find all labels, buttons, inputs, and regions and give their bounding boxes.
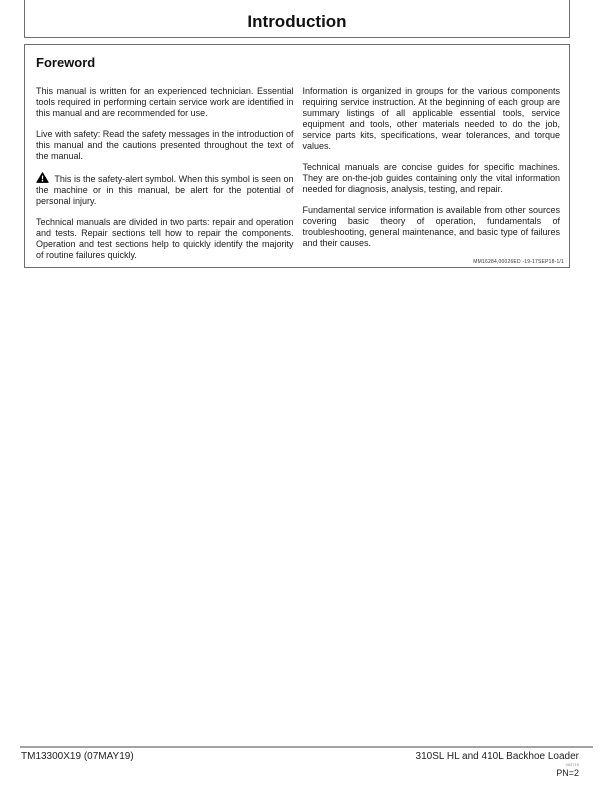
foreword-section bbox=[24, 44, 570, 268]
safety-alert-icon bbox=[36, 172, 49, 183]
paragraph-text: Technical manuals are divided in two parts: repair and operation and tests. Repair sections tell how to repair the components. Operation and test sections help to quickly identify the majority of routine failures quickly. bbox=[36, 217, 294, 260]
footer-document-number: TM13300X19 (07MAY19) bbox=[21, 751, 134, 762]
paragraph-text: Technical manuals are concise guides for specific machines. They are on-the-job guides containing only the vital information needed for diagnosis, analysis, testing, and repair. bbox=[302, 162, 560, 194]
paragraph bbox=[303, 205, 561, 249]
paragraph-text: Information is organized in groups for the various components requiring service instruction. At the beginning of each group are summary listings of all applicable essential tools, service equipment and tools, other materials needed to do the job, service parts kits, specifications, wear tolerances, and torque values. bbox=[302, 86, 560, 151]
paragraph-text: This is the safety-alert symbol. When this symbol is seen on the machine or in this manual, be alert for the potential of personal injury. bbox=[36, 174, 294, 206]
footer-divider bbox=[20, 746, 593, 748]
paragraph bbox=[303, 162, 561, 195]
footer-print-code: 082719 bbox=[565, 762, 579, 767]
footer-page-number: PN=2 bbox=[556, 768, 579, 778]
two-column-text bbox=[36, 86, 560, 261]
reference-code: MM16284,00026ED -19-17SEP18-1/1 bbox=[473, 259, 564, 265]
paragraph-text: This manual is written for an experienced technician. Essential tools required in performing certain service work are identified in this manual and are recommended for use. bbox=[36, 86, 294, 118]
footer-model-name: 310SL HL and 410L Backhoe Loader bbox=[415, 751, 579, 762]
right-column bbox=[303, 86, 561, 261]
paragraph bbox=[36, 217, 294, 261]
foreword-heading: Foreword bbox=[36, 55, 96, 70]
page-title: Introduction bbox=[247, 12, 347, 31]
paragraph-text: Fundamental service information is available from other sources covering basic theory of operation, fundamentals of troubleshooting, general maintenance, and basic type of failures and their causes. bbox=[302, 205, 560, 248]
left-column bbox=[36, 86, 294, 261]
introduction-header bbox=[24, 0, 570, 38]
paragraph bbox=[36, 86, 294, 119]
paragraph-text: Live with safety: Read the safety messages in the introduction of this manual and the cautions presented throughout the text of the manual. bbox=[36, 129, 294, 161]
paragraph-safety-alert bbox=[36, 172, 294, 207]
paragraph bbox=[303, 86, 561, 152]
paragraph bbox=[36, 129, 294, 162]
